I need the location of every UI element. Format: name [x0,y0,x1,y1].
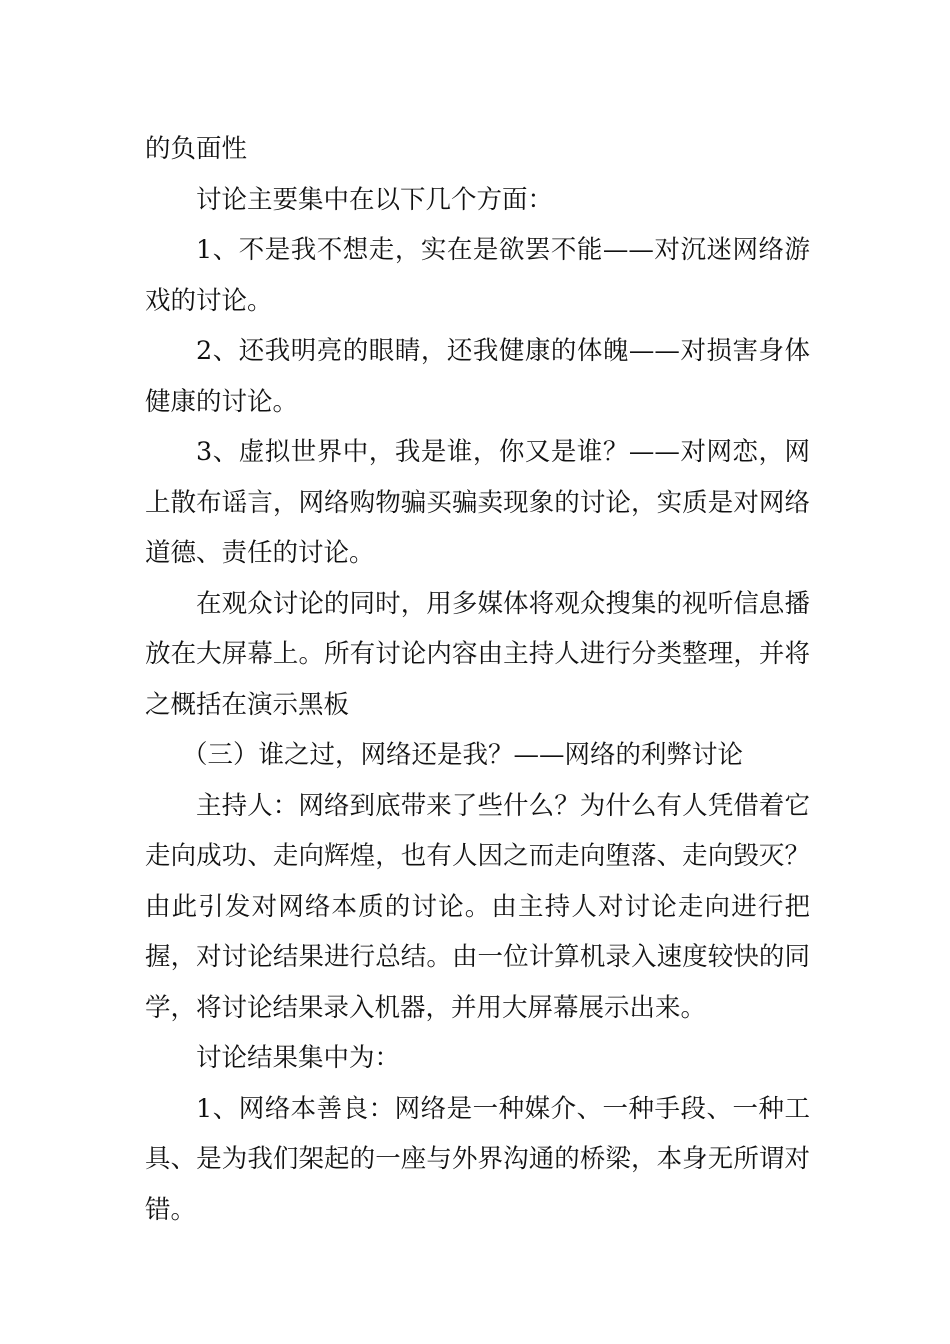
section-heading-3: （三）谁之过，网络还是我？——网络的利弊讨论 [181,740,743,770]
paragraph-item-1-gaming: 1、不是我不想走，实在是欲罢不能——对沉迷网络游戏的讨论。 [145,235,810,316]
paragraph-multimedia: 在观众讨论的同时，用多媒体将观众搜集的视听信息播放在大屏幕上。所有讨论内容由主持人进行分类整理，并将之概括在演示黑板 [145,588,810,720]
paragraph-continuation: 的负面性 [145,134,248,164]
paragraph-item-3-virtual-world: 3、虚拟世界中，我是谁，你又是谁？——对网恋，网上散布谣言，网络购物骗买骗卖现象的讨论，实质是对网络道德、责任的讨论。 [145,437,810,568]
document-body [145,124,810,1235]
paragraph-host: 主持人：网络到底带来了些什么？为什么有人凭借着它走向成功、走向辉煌，也有人因之而走向堕落、走向毁灭？由此引发对网络本质的讨论。由主持人对讨论走向进行把握，对讨论结果进行总结。由一位计算机录入速度较快的同学，将讨论结果录入机器，并用大屏幕展示出来。 [145,790,810,1023]
paragraph-discussion-intro: 讨论主要集中在以下几个方面： [196,184,554,215]
paragraph-results-intro: 讨论结果集中为： [196,1043,401,1073]
paragraph-result-1: 1、网络本善良：网络是一种媒介、一种手段、一种工具、是为我们架起的一座与外界沟通的桥梁，本身无所谓对错。 [145,1093,810,1225]
paragraph-item-2-health: 2、还我明亮的眼睛，还我健康的体魄——对损害身体健康的讨论。 [145,336,810,417]
